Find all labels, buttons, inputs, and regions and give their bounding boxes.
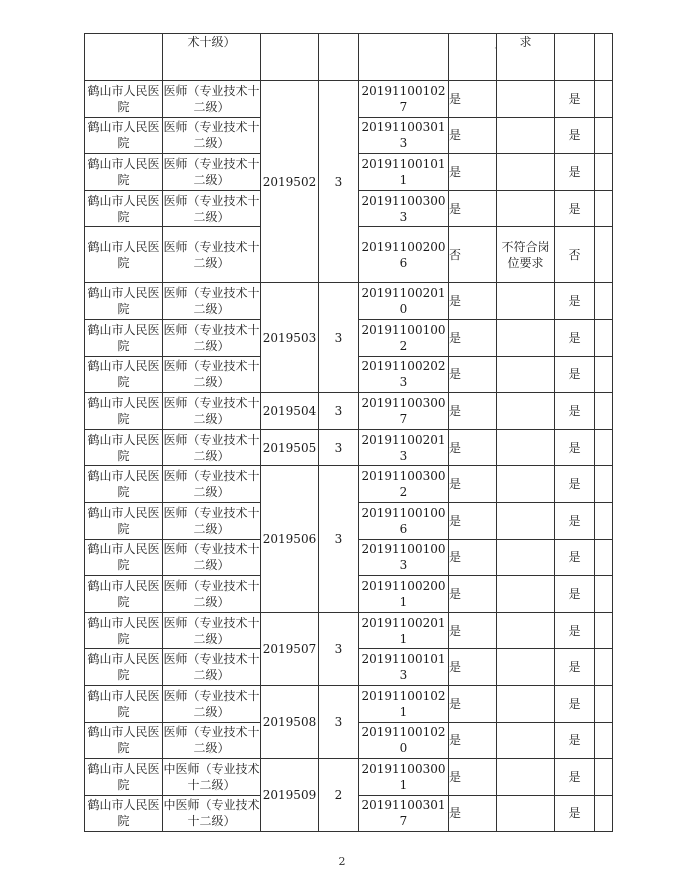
continuation-code-cell bbox=[261, 34, 319, 81]
page-number: 2 bbox=[338, 855, 346, 868]
table-row bbox=[85, 466, 613, 503]
post-cell: 医师（专业技术十二级） bbox=[163, 612, 261, 649]
table-row bbox=[85, 685, 613, 722]
reason-cell bbox=[497, 612, 555, 649]
eligible-cell: 是 bbox=[449, 356, 497, 393]
reason-cell: 不符合岗位要求 bbox=[497, 227, 555, 283]
eligible-cell: 是 bbox=[449, 502, 497, 539]
exam-number-cell: 201911003013 bbox=[359, 117, 449, 154]
eligible-cell: 是 bbox=[449, 722, 497, 759]
reason-cell bbox=[497, 759, 555, 796]
unit-cell: 鹤山市人民医院 bbox=[85, 759, 163, 796]
reason-cell bbox=[497, 154, 555, 191]
continuation-unit-cell bbox=[85, 34, 163, 81]
eligible-cell: 是 bbox=[449, 685, 497, 722]
reason-cell bbox=[497, 466, 555, 503]
exam-number-cell: 201911002006 bbox=[359, 227, 449, 283]
quota-cell: 3 bbox=[319, 612, 359, 685]
note-cell bbox=[595, 393, 613, 430]
enter-interview-cell: 是 bbox=[555, 649, 595, 686]
exam-number-cell: 201911001006 bbox=[359, 502, 449, 539]
exam-number-cell: 201911003002 bbox=[359, 466, 449, 503]
table-row bbox=[85, 759, 613, 796]
post-code-cell: 2019507 bbox=[261, 612, 319, 685]
note-cell bbox=[595, 795, 613, 832]
eligible-cell: 是 bbox=[449, 393, 497, 430]
quota-cell: 3 bbox=[319, 466, 359, 612]
exam-number-cell: 201911002013 bbox=[359, 429, 449, 466]
unit-cell: 鹤山市人民医院 bbox=[85, 466, 163, 503]
exam-number-cell: 201911002023 bbox=[359, 356, 449, 393]
unit-cell: 鹤山市人民医院 bbox=[85, 795, 163, 832]
enter-interview-cell: 是 bbox=[555, 576, 595, 613]
note-cell bbox=[595, 685, 613, 722]
quota-cell: 3 bbox=[319, 81, 359, 283]
reason-cell bbox=[497, 429, 555, 466]
quota-cell: 3 bbox=[319, 685, 359, 758]
post-code-cell: 2019504 bbox=[261, 393, 319, 430]
eligible-cell: 是 bbox=[449, 154, 497, 191]
enter-interview-cell: 是 bbox=[555, 356, 595, 393]
unit-cell: 鹤山市人民医院 bbox=[85, 154, 163, 191]
exam-number-cell: 201911001013 bbox=[359, 649, 449, 686]
exam-number-cell: 201911001027 bbox=[359, 81, 449, 118]
exam-number-cell: 201911001011 bbox=[359, 154, 449, 191]
quota-cell: 3 bbox=[319, 393, 359, 430]
exam-number-cell: 201911003017 bbox=[359, 795, 449, 832]
note-cell bbox=[595, 117, 613, 154]
post-cell: 医师（专业技术十二级） bbox=[163, 539, 261, 576]
post-cell: 医师（专业技术十二级） bbox=[163, 649, 261, 686]
scan-mark: · bbox=[494, 44, 497, 54]
reason-cell bbox=[497, 283, 555, 320]
eligible-cell: 是 bbox=[449, 319, 497, 356]
eligible-cell: 否 bbox=[449, 227, 497, 283]
unit-cell: 鹤山市人民医院 bbox=[85, 117, 163, 154]
note-cell bbox=[595, 429, 613, 466]
enter-interview-cell: 是 bbox=[555, 154, 595, 191]
unit-cell: 鹤山市人民医院 bbox=[85, 393, 163, 430]
eligible-cell: 是 bbox=[449, 759, 497, 796]
unit-cell: 鹤山市人民医院 bbox=[85, 319, 163, 356]
reason-cell bbox=[497, 393, 555, 430]
exam-number-cell: 201911001020 bbox=[359, 722, 449, 759]
post-code-cell: 2019506 bbox=[261, 466, 319, 612]
enter-interview-cell: 是 bbox=[555, 722, 595, 759]
unit-cell: 鹤山市人民医院 bbox=[85, 429, 163, 466]
enter-interview-cell: 是 bbox=[555, 190, 595, 227]
note-cell bbox=[595, 576, 613, 613]
post-cell: 医师（专业技术十二级） bbox=[163, 227, 261, 283]
eligible-cell: 是 bbox=[449, 576, 497, 613]
eligible-cell: 是 bbox=[449, 429, 497, 466]
enter-interview-cell: 是 bbox=[555, 117, 595, 154]
reason-cell bbox=[497, 319, 555, 356]
post-cell: 医师（专业技术十二级） bbox=[163, 81, 261, 118]
unit-cell: 鹤山市人民医院 bbox=[85, 612, 163, 649]
unit-cell: 鹤山市人民医院 bbox=[85, 722, 163, 759]
reason-cell bbox=[497, 649, 555, 686]
enter-interview-cell: 是 bbox=[555, 502, 595, 539]
enter-interview-cell: 是 bbox=[555, 429, 595, 466]
note-cell bbox=[595, 81, 613, 118]
reason-cell bbox=[497, 190, 555, 227]
post-cell: 中医师（专业技术十二级） bbox=[163, 795, 261, 832]
post-cell: 中医师（专业技术十二级） bbox=[163, 759, 261, 796]
reason-cell bbox=[497, 685, 555, 722]
note-cell bbox=[595, 502, 613, 539]
eligible-cell: 是 bbox=[449, 612, 497, 649]
continuation-reason-cell: 求 bbox=[497, 34, 555, 81]
post-code-cell: 2019503 bbox=[261, 283, 319, 393]
post-cell: 医师（专业技术十二级） bbox=[163, 429, 261, 466]
reason-cell bbox=[497, 722, 555, 759]
reason-cell bbox=[497, 576, 555, 613]
table-row bbox=[85, 393, 613, 430]
eligible-cell: 是 bbox=[449, 649, 497, 686]
exam-number-cell: 201911002010 bbox=[359, 283, 449, 320]
table-row bbox=[85, 283, 613, 320]
post-cell: 医师（专业技术十二级） bbox=[163, 502, 261, 539]
note-cell bbox=[595, 154, 613, 191]
exam-number-cell: 201911001002 bbox=[359, 319, 449, 356]
eligible-cell: 是 bbox=[449, 81, 497, 118]
table-row bbox=[85, 429, 613, 466]
eligible-cell: 是 bbox=[449, 795, 497, 832]
unit-cell: 鹤山市人民医院 bbox=[85, 502, 163, 539]
continuation-enter-cell bbox=[555, 34, 595, 81]
exam-number-cell: 201911003003 bbox=[359, 190, 449, 227]
reason-cell bbox=[497, 502, 555, 539]
reason-cell bbox=[497, 539, 555, 576]
continuation-examno-cell bbox=[359, 34, 449, 81]
note-cell bbox=[595, 466, 613, 503]
note-cell bbox=[595, 722, 613, 759]
post-cell: 医师（专业技术十二级） bbox=[163, 466, 261, 503]
post-code-cell: 2019508 bbox=[261, 685, 319, 758]
reason-cell bbox=[497, 117, 555, 154]
results-table bbox=[84, 33, 613, 832]
post-cell: 医师（专业技术十二级） bbox=[163, 319, 261, 356]
enter-interview-cell: 是 bbox=[555, 759, 595, 796]
reason-cell bbox=[497, 81, 555, 118]
unit-cell: 鹤山市人民医院 bbox=[85, 539, 163, 576]
exam-number-cell: 201911003001 bbox=[359, 759, 449, 796]
note-cell bbox=[595, 283, 613, 320]
unit-cell: 鹤山市人民医院 bbox=[85, 283, 163, 320]
continuation-post-cell: 术十级） bbox=[163, 34, 261, 81]
reason-cell bbox=[497, 795, 555, 832]
continuation-eligible-cell bbox=[449, 34, 497, 81]
post-cell: 医师（专业技术十二级） bbox=[163, 117, 261, 154]
exam-number-cell: 201911002001 bbox=[359, 576, 449, 613]
unit-cell: 鹤山市人民医院 bbox=[85, 649, 163, 686]
unit-cell: 鹤山市人民医院 bbox=[85, 576, 163, 613]
reason-cell bbox=[497, 356, 555, 393]
note-cell bbox=[595, 649, 613, 686]
enter-interview-cell: 是 bbox=[555, 393, 595, 430]
exam-number-cell: 201911001021 bbox=[359, 685, 449, 722]
quota-cell: 3 bbox=[319, 429, 359, 466]
note-cell bbox=[595, 539, 613, 576]
post-cell: 医师（专业技术十二级） bbox=[163, 393, 261, 430]
unit-cell: 鹤山市人民医院 bbox=[85, 227, 163, 283]
eligible-cell: 是 bbox=[449, 466, 497, 503]
unit-cell: 鹤山市人民医院 bbox=[85, 356, 163, 393]
post-cell: 医师（专业技术十二级） bbox=[163, 722, 261, 759]
exam-number-cell: 201911001003 bbox=[359, 539, 449, 576]
post-cell: 医师（专业技术十二级） bbox=[163, 154, 261, 191]
continuation-note-cell bbox=[595, 34, 613, 81]
quota-cell: 3 bbox=[319, 283, 359, 393]
post-cell: 医师（专业技术十二级） bbox=[163, 576, 261, 613]
post-cell: 医师（专业技术十二级） bbox=[163, 685, 261, 722]
note-cell bbox=[595, 612, 613, 649]
enter-interview-cell: 是 bbox=[555, 612, 595, 649]
exam-number-cell: 201911002011 bbox=[359, 612, 449, 649]
exam-number-cell: 201911003007 bbox=[359, 393, 449, 430]
eligible-cell: 是 bbox=[449, 539, 497, 576]
eligible-cell: 是 bbox=[449, 190, 497, 227]
quota-cell: 2 bbox=[319, 759, 359, 832]
unit-cell: 鹤山市人民医院 bbox=[85, 190, 163, 227]
note-cell bbox=[595, 759, 613, 796]
enter-interview-cell: 是 bbox=[555, 81, 595, 118]
post-code-cell: 2019502 bbox=[261, 81, 319, 283]
eligible-cell: 是 bbox=[449, 283, 497, 320]
post-cell: 医师（专业技术十二级） bbox=[163, 283, 261, 320]
post-cell: 医师（专业技术十二级） bbox=[163, 190, 261, 227]
note-cell bbox=[595, 190, 613, 227]
eligible-cell: 是 bbox=[449, 117, 497, 154]
enter-interview-cell: 否 bbox=[555, 227, 595, 283]
unit-cell: 鹤山市人民医院 bbox=[85, 685, 163, 722]
enter-interview-cell: 是 bbox=[555, 795, 595, 832]
enter-interview-cell: 是 bbox=[555, 466, 595, 503]
continuation-row bbox=[85, 34, 613, 81]
note-cell bbox=[595, 356, 613, 393]
enter-interview-cell: 是 bbox=[555, 539, 595, 576]
continuation-quota-cell bbox=[319, 34, 359, 81]
note-cell bbox=[595, 319, 613, 356]
note-cell bbox=[595, 227, 613, 283]
post-code-cell: 2019509 bbox=[261, 759, 319, 832]
enter-interview-cell: 是 bbox=[555, 685, 595, 722]
table-row bbox=[85, 612, 613, 649]
table-row bbox=[85, 81, 613, 118]
enter-interview-cell: 是 bbox=[555, 319, 595, 356]
unit-cell: 鹤山市人民医院 bbox=[85, 81, 163, 118]
enter-interview-cell: 是 bbox=[555, 283, 595, 320]
post-code-cell: 2019505 bbox=[261, 429, 319, 466]
post-cell: 医师（专业技术十二级） bbox=[163, 356, 261, 393]
